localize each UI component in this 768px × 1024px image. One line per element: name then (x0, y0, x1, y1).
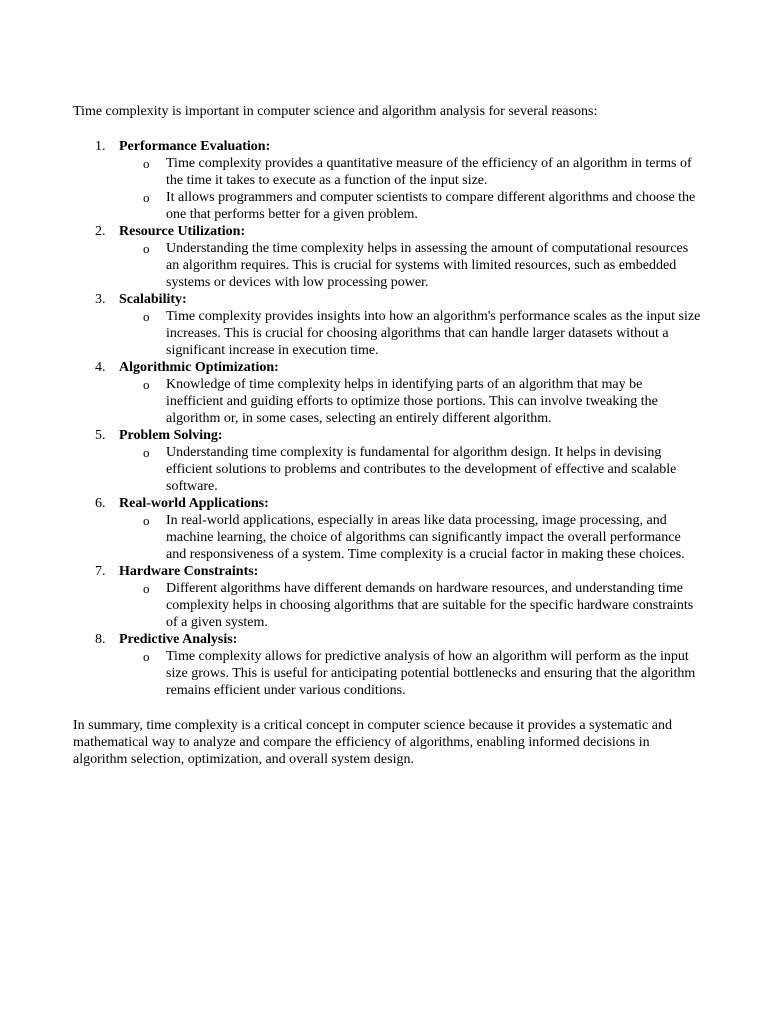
reason-item (73, 495, 703, 563)
reason-item (73, 563, 703, 631)
reason-title: Performance Evaluation: (119, 139, 271, 154)
reason-title: Problem Solving: (119, 428, 223, 443)
bullet-glyph: o (143, 156, 150, 171)
reason-number: 6. (95, 496, 106, 511)
document-page (73, 103, 703, 768)
reason-number: 3. (95, 292, 106, 307)
reason-point-text: Time complexity allows for predictive analysis of how an algorithm will perform as the input size grows. This is useful for anticipating potential bottlenecks and ensuring that the algorithm remains efficient under various conditions. (166, 649, 696, 698)
reason-point (119, 240, 703, 291)
reason-point-text: Understanding time complexity is fundamental for algorithm design. It helps in devising efficient solutions to problems and contributes to the development of effective and scalable software. (166, 445, 677, 494)
reason-number: 4. (95, 360, 106, 375)
reason-point-text: Knowledge of time complexity helps in identifying parts of an algorithm that may be inefficient and guiding efforts to optimize those portions. This can involve tweaking the algorithm or, in some cases, selecting an entirely different algorithm. (166, 377, 658, 426)
reasons-list (73, 138, 703, 699)
bullet-glyph: o (143, 445, 150, 460)
reason-item (73, 291, 703, 359)
summary-paragraph: In summary, time complexity is a critical concept in computer science because it provides a systematic and mathematical way to analyze and compare the efficiency of algorithms, enabling informed decisions in algorithm selection, optimization, and overall system design. (73, 718, 672, 767)
reason-point-text: Time complexity provides insights into how an algorithm's performance scales as the input size increases. This is crucial for choosing algorithms that can handle larger datasets without a significant increase in execution time. (166, 309, 701, 358)
reason-points (119, 308, 703, 359)
reason-point (119, 155, 703, 189)
reason-point (119, 376, 703, 427)
reason-item (73, 631, 703, 699)
reason-point (119, 308, 703, 359)
bullet-glyph: o (143, 241, 150, 256)
reason-points (119, 580, 703, 631)
reason-title: Predictive Analysis: (119, 632, 238, 647)
reason-number: 2. (95, 224, 106, 239)
bullet-glyph: o (143, 581, 150, 596)
reason-point-text: Different algorithms have different demands on hardware resources, and understanding time complexity helps in choosing algorithms that are suitable for the specific hardware constraints of a given system. (166, 581, 694, 630)
reason-number: 7. (95, 564, 106, 579)
reason-item (73, 427, 703, 495)
reason-title: Algorithmic Optimization: (119, 360, 279, 375)
reason-points (119, 648, 703, 699)
reason-points (119, 376, 703, 427)
reason-point (119, 648, 703, 699)
bullet-glyph: o (143, 513, 150, 528)
reason-title: Resource Utilization: (119, 224, 246, 239)
intro-paragraph: Time complexity is important in computer science and algorithm analysis for several reasons: (73, 104, 598, 119)
reason-points (119, 444, 703, 495)
reason-title: Scalability: (119, 292, 187, 307)
bullet-glyph: o (143, 377, 150, 392)
bullet-glyph: o (143, 190, 150, 205)
reason-point (119, 512, 703, 563)
reason-number: 1. (95, 139, 106, 154)
reason-points (119, 512, 703, 563)
reason-point-text: In real-world applications, especially in areas like data processing, image processing, and machine learning, the choice of algorithms can significantly impact the overall performance and responsiveness of a system. Time complexity is a crucial factor in making these choices. (166, 513, 685, 562)
reason-item (73, 359, 703, 427)
reason-point-text: Time complexity provides a quantitative measure of the efficiency of an algorithm in terms of the time it takes to execute as a function of the input size. (166, 156, 692, 188)
reason-point (119, 580, 703, 631)
reason-item (73, 138, 703, 223)
reason-point (119, 189, 703, 223)
reason-item (73, 223, 703, 291)
reason-title: Real-world Applications: (119, 496, 269, 511)
bullet-glyph: o (143, 649, 150, 664)
reason-number: 5. (95, 428, 106, 443)
reason-number: 8. (95, 632, 106, 647)
bullet-glyph: o (143, 309, 150, 324)
reason-point (119, 444, 703, 495)
reason-point-text: It allows programmers and computer scientists to compare different algorithms and choose the one that performs better for a given problem. (166, 190, 696, 222)
reason-title: Hardware Constraints: (119, 564, 259, 579)
reason-point-text: Understanding the time complexity helps in assessing the amount of computational resources an algorithm requires. This is crucial for systems with limited resources, such as embedded systems or devices with low processing power. (166, 241, 689, 290)
reason-points (119, 155, 703, 223)
reason-points (119, 240, 703, 291)
